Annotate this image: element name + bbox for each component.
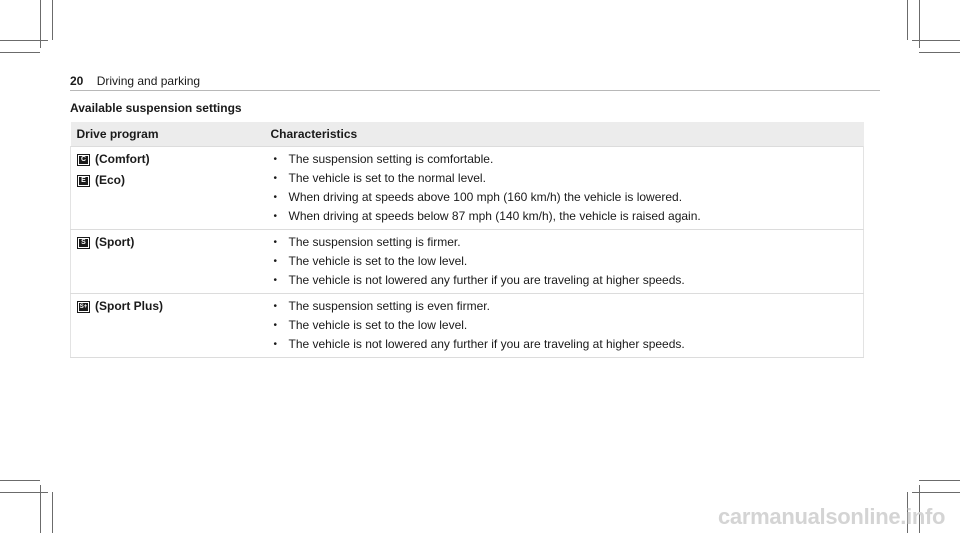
bullet-icon: • [273,173,278,184]
drive-program-label: (Sport Plus) [95,299,163,313]
sport-plus-mode-icon [77,301,90,313]
characteristics-list [271,236,856,287]
section-name: Driving and parking [96,74,201,88]
crop-mark [912,492,960,493]
bullet-icon: • [273,154,278,165]
bullet-icon: • [273,275,278,286]
list-item [271,300,856,313]
crop-mark [52,0,53,40]
suspension-settings-table [70,122,864,358]
comfort-mode-icon [77,154,90,166]
bullet-icon: • [273,301,278,312]
crop-mark [919,52,960,53]
table-body [71,147,864,358]
characteristic-text: The vehicle is set to the low level. [288,254,468,268]
list-item [271,153,856,166]
crop-mark [907,0,908,40]
crop-mark [0,40,48,41]
mode-letter: E [79,177,88,185]
sport-mode-icon [77,237,90,249]
list-item [271,255,856,268]
bullet-icon: • [273,237,278,248]
list-item [271,274,856,287]
list-item [271,319,856,332]
drive-program [77,236,255,249]
drive-program [77,174,255,187]
column-header-characteristics: Characteristics [263,122,864,147]
list-item [271,191,856,204]
mode-letter: S [79,239,88,247]
crop-mark [919,480,960,481]
bullet-icon: • [273,211,278,222]
drive-program [77,153,255,166]
crop-mark [912,40,960,41]
drive-program-cell [71,294,263,358]
list-item [271,210,856,223]
table-row [71,230,864,294]
characteristic-text: The vehicle is not lowered any further if you are traveling at higher speeds. [288,337,685,351]
list-item [271,172,856,185]
characteristic-text: The vehicle is not lowered any further if you are traveling at higher speeds. [288,273,685,287]
drive-program-cell [71,147,263,230]
running-header [70,74,864,88]
watermark: carmanualsonline.info [718,504,946,529]
mode-letter: S+ [79,303,88,310]
characteristic-text: When driving at speeds below 87 mph (140 km/h), the vehicle is raised again. [288,209,701,223]
bullet-icon: • [273,256,278,267]
page-number: 20 [70,74,84,88]
eco-mode-icon [77,175,90,187]
list-item [271,338,856,351]
characteristic-text: The suspension setting is even firmer. [288,299,490,313]
crop-mark [0,480,40,481]
drive-program-label: (Sport) [95,235,135,249]
characteristic-text: The suspension setting is comfortable. [288,152,494,166]
column-header-drive-program: Drive program [71,122,263,147]
table-row [71,147,864,230]
bullet-icon: • [273,339,278,350]
table-row [71,294,864,358]
drive-program [77,300,255,313]
table-header-row [71,122,864,147]
characteristics-list [271,153,856,223]
header-rule [70,90,880,91]
characteristics-cell [263,230,864,294]
characteristic-text: When driving at speeds above 100 mph (160 km/h) the vehicle is lowered. [288,190,683,204]
characteristic-text: The suspension setting is firmer. [288,235,461,249]
characteristics-cell [263,294,864,358]
section-title: Available suspension settings [70,101,242,115]
drive-program-label: (Eco) [95,173,125,187]
drive-program-label: (Comfort) [95,152,150,166]
characteristics-list [271,300,856,351]
bullet-icon: • [273,320,278,331]
drive-program-cell [71,230,263,294]
characteristic-text: The vehicle is set to the normal level. [288,171,486,185]
bullet-icon: • [273,192,278,203]
list-item [271,236,856,249]
characteristics-cell [263,147,864,230]
characteristic-text: The vehicle is set to the low level. [288,318,468,332]
mode-letter: C [80,155,87,163]
crop-mark [0,52,40,53]
crop-mark [0,492,48,493]
crop-mark [52,492,53,533]
